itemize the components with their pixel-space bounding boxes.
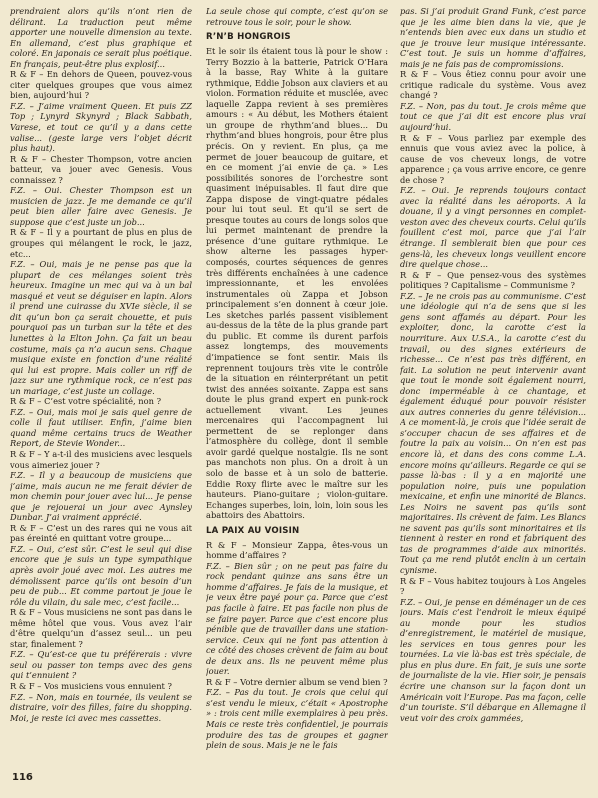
paragraph: R & F – Vous êtiez connu pour avoir une critique radicale du système. Vous avez changé ? [400, 69, 586, 101]
answer-paragraph: F.Z. – Oui, c’est sûr. C’est le seul qui dise encore que je suis un type sympathique après avoir joué avec moi. Les autres me démolissent parce qu’ils ont besoin d’un peu de pub... Et comme partout je joue le rôle du vilain, du sale mec, c’est facile... [10, 543, 192, 607]
answer-paragraph: La seule chose qui compte, c’est qu’on se retrouve tous le soir, pour le show. [206, 6, 388, 27]
paragraph: R & F – C’est un des rares qui ne vous ait pas éreinté en quittant votre groupe... [10, 522, 192, 544]
page-number: 116 [12, 772, 33, 783]
paragraph: R & F – Vous parliez par exemple des ennuis que vous aviez avec la police, à cause de vos cheveux longs, de votre apparence ; ça vous arrive encore, ce genre de chose ? [400, 132, 586, 185]
answer-paragraph: F.Z. – Non, pas du tout. Je crois même que tout ce que j’ai dit est encore plus vrai aujourd’hui. [400, 100, 586, 133]
section-heading: R’N’B HONGROIS [206, 32, 291, 43]
paragraph: R & F – Votre dernier album se vend bien ? [206, 676, 388, 687]
answer-paragraph: pas. Si j’ai produit Grand Funk, c’est parce que je les aime bien dans la vie, que je n’entends bien avec eux dans un studio et que je trouve leur musique intéressante. C’est tout. Je suis un homme d’affaires, mais je ne fais pas de compromissions. [400, 6, 586, 69]
paragraph: R & F – Y a-t-il des musiciens avec lesquels vous aimeriez jouer ? [10, 448, 192, 470]
answer-paragraph: F.Z. – Oui. Je reprends toujours contact avec la réalité dans les aéroports. A la douane, il y a vingt personnes en complet-veston avec des cheveux courts. Celui qu’ils fouillent c’est moi, parce que j’ai l’air étrange. Il semblerait bien que pour ces gens-là, les cheveux longs veuillent encore dire quelque chose... [400, 185, 586, 270]
section-heading: LA PAIX AU VOISIN [206, 525, 300, 536]
paragraph: Et le soir ils étaient tous là pour le show : Terry Bozzio à la batterie, Patrick O’Hara à la basse, Ray White à la guitare rythmique, Eddie Jobson aux claviers et au violon. Formation réduite et musclée, avec laquelle Zappa revient à ses premières amours : « Au début, les Mothers étaient un groupe de rhythm’and blues... Du rhythm’and blues hongrois, pour être plus précis. On y revient. En plus, ça me permet de jouer beaucoup de guitare, et en ce moment j’ai envie de ça. » Les possibilités sonores de l’orchestre sont quasiment inépuisables. Il faut dire que Zappa dispose de vingt-quatre pédales pour lui tout seul. Et qu’il se sert de presque toutes au cours de longs solos que lui permet maintenant de prendre la présence d’une guitare rythmique. Le show alterne les passages hyper-composés, courtes séquences de genres très différents enchaînées à une cadence impressionnante, et les envolées instrumentales où Zappa et Jobson principalement s’en donnent à cœur joie. Les sketches parlés passent visiblement au-dessus de la tête de la plus grande part du public. Et comme ils durent parfois assez longtemps, des mouvements d’impatience se font sentir. Mais ils reprennent toujours très vite le contrôle de la situation en réinterprétant un petit twist des années soixante. Zappa est sans doute le plus grand expert en punk-rock actuellement vivant. Les jeunes mercenaires qui l’accompagnent lui permettent de se replonger dans l’atmosphère du collège, dont il semble avoir gardé quelque nostalgie. Ils ne sont pas manchots non plus. On a droit à un solo de basse et à un solo de batterie. Eddie Roxy flirte avec le maître sur les hauteurs. Piano-guitare ; violon-guitare. Echanges superbes, loin, loin, loin sous les abattoirs des Abattoirs. [206, 46, 388, 521]
paragraph: R & F – Que pensez-vous des systèmes politiques ? Capitalisme – Communisme ? [400, 269, 586, 291]
paragraph: R & F – En dehors de Queen, pouvez-vous citer quelques groupes que vous aimez bien, aujourd’hui ? [10, 69, 192, 101]
text-column-1 [10, 6, 192, 774]
text-column-2 [206, 6, 388, 774]
paragraph: R & F – Monsieur Zappa, êtes-vous un homme d’affaires ? [206, 539, 388, 561]
answer-paragraph: F.Z. – Je ne crois pas au communisme. C’est une idéologie qui n’a de sens que si les gens sont affamés au départ. Pour les exploiter, donc, la carotte c’est la nourriture. Aux U.S.A., la carotte c’est du travail, ou des signes extérieurs de richesse... Ce n’est pas très différent, en fait. La solution ne peut intervenir avant que tout le monde soit également nourri, donc imperméable à ce chantage, et également éduqué pour pouvoir résister aux autres conneries du genre télévision... A ce moment-là, je crois que l’idée serait de s’occuper chacun de ses affaires et de foutre la paix au voisin... On n’en est pas encore là, et dans des cons comme L.A. encore moins qu’ailleurs. Regarde ce qui se passe là-bas : il y a en majorité une population noire, puis une population mexicaine, et enfin une minorité de Blancs. Les Noirs ne savent pas qu’ils sont majoritaires. Ils crèvent de faim. Les Blancs ne savent pas qu’ils sont minoritaires et ils tiennent à rester en rond et fabriquent des tas de programmes d’aide aux minorités. Tout ça me rend plutôt enclin à un certain cynisme. [400, 290, 586, 575]
answer-paragraph: F.Z. – Oui, mais je ne pense pas que la plupart de ces mélanges soient très heureux. Imagine un mec qui va à un bal masqué et veut se déguiser en lapin. Alors il prend une cuirasse du XVIe siècle, il se dit qu’un bon ça serait chouette, et puis pourquoi pas un turban sur la tête et des lunettes à la Elton John. Ça fait un beau costume, mais ça n’a aucun sens. Chaque musique existe en fonction d’une réalité qui lui est propre. Mais coller un riff de jazz sur une rythmique rock, ce n’est pas un mariage, c’est juste un collage. [10, 259, 192, 396]
answer-paragraph: F.Z. – Pas du tout. Je crois que celui qui s’est vendu le mieux, c’était « Apostrophe » : trois cent mille exemplaires à peu près. Mais ce reste très confidentiel, je pourrais produire des tas de groupes et gagner plein de sous. Mais je ne le fais [206, 687, 388, 751]
paragraph: R & F – C’est votre spécialité, non ? [10, 396, 162, 407]
text-column-3 [400, 6, 586, 774]
paragraph: R & F – Vos musiciens vous ennuient ? [10, 681, 172, 691]
paragraph: R & F – Chester Thompson, votre ancien batteur, va jouer avec Genesis. Vous connaissez ? [10, 153, 192, 185]
paragraph: R & F – Vous habitez toujours à Los Angeles ? [400, 575, 586, 597]
answer-paragraph: F.Z. – Oui, je pense en déménager un de ces jours. Mais c’est l’endroit le mieux équipé au monde pour les studios d’enregistrement, le matériel de musique, les services en tous genres pour les tournées. La vie là-bas est très spéciale, de plus en plus dure. En fait, je suis une sorte de journaliste de la vie. Hier soir, je pensais écrire une chanson sur la façon dont un Américain voit l’Europe. Pas ma façon, celle d’un touriste. S’il débarque en Allemagne il veut voir des croix gammées, [400, 596, 586, 723]
paragraph: R & F – Il y a pourtant de plus en plus de groupes qui mélangent le rock, le jazz, etc... [10, 227, 192, 259]
answer-paragraph: F.Z. – Non, mais en tournée, ils veulent se distraire, voir des filles, faire du shopping. Moi, je reste ici avec mes cassettes. [10, 691, 192, 723]
answer-paragraph: F.Z. – Oui. Chester Thompson est un musicien de jazz. Je me demande ce qu’il peut bien aller faire avec Genesis. Je suppose que c’est juste un job... [10, 185, 192, 227]
answer-paragraph: prendraient alors qu’ils n’ont rien de délirant. La traduction peut même apporter une nouvelle dimension au texte. En allemand, c’est plus graphique et coloré. En japonais ce serait plus poétique. En français, peut-être plus explosif... [10, 6, 192, 69]
answer-paragraph: F.Z. – Bien sûr ; on ne peut pas faire du rock pendant quinze ans sans être un homme d’affaires. Je fais de la musique, et je veux être payé pour ça. Parce que c’est pas facile à faire. Et pas facile non plus de se faire payer. Parce que c’est encore plus pénible que de travailler dans une station-service. Ceux qui ne font pas attention à ce côté des choses crèvent de faim au bout de deux ans. Ils ne peuvent même plus jouer. [206, 560, 388, 677]
paragraph: R & F – Vous musiciens ne sont pas dans le même hôtel que vous. Vous avez l’air d’être quelqu’un d’assez seul... un peu star, finalement ? [10, 607, 192, 649]
answer-paragraph: F.Z. – Qu’est-ce que tu préférerais : vivre seul ou passer ton temps avec des gens qui t’ennuient ? [10, 649, 192, 681]
answer-paragraph: F.Z. – J’aime vraiment Queen. Et puis ZZ Top ; Lynyrd Skynyrd ; Black Sabbath, Varese, et tout ce qu’il y a dans cette valise... (geste large vers l’objet décrit plus haut). [10, 100, 192, 154]
answer-paragraph: F.Z. – Oui, mais moi je sais quel genre de colle il faut utiliser. Enfin, j’aime bien quand même certains trucs de Weather Report, de Stevie Wonder... [10, 406, 192, 449]
answer-paragraph: F.Z. – Il y a beaucoup de musiciens que j’aime, mais aucun ne me ferait dévier de mon chemin pour jouer avec lui... Je pense que je rejouerai un jour avec Aynsley Dunbar. J’ai vraiment apprécié. [10, 470, 192, 523]
